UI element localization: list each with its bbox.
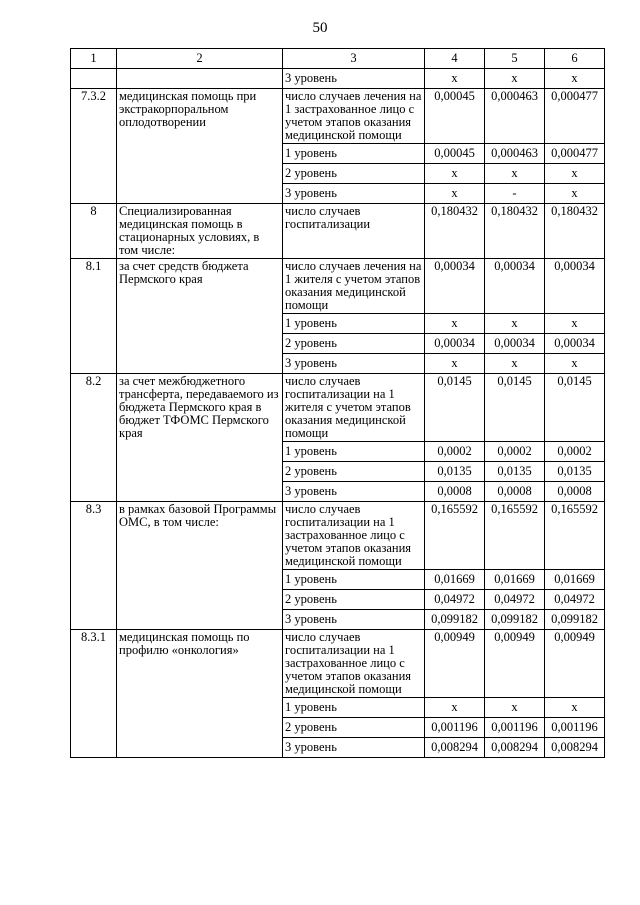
level-cell: 3 уровень <box>283 354 425 374</box>
value-cell: 0,00034 <box>425 334 485 354</box>
level-cell: 1 уровень <box>283 442 425 462</box>
value-cell: 0,099182 <box>485 610 545 630</box>
row-description-cell: медицинская помощь по профилю «онкология» <box>117 630 283 758</box>
column-header: 5 <box>485 49 545 69</box>
value-cell: х <box>425 314 485 334</box>
row-number-cell: 8.2 <box>71 374 117 502</box>
value-cell: 0,0145 <box>425 374 485 442</box>
value-cell: х <box>545 698 605 718</box>
table-body <box>71 69 605 758</box>
row-number-cell: 8.3 <box>71 502 117 630</box>
value-cell: 0,00034 <box>545 259 605 314</box>
value-cell: х <box>425 698 485 718</box>
level-cell: 2 уровень <box>283 462 425 482</box>
level-cell: 2 уровень <box>283 718 425 738</box>
row-unit-cell: число случаев лечения на 1 жителя с учетом этапов оказания медицинской помощи <box>283 259 425 314</box>
value-cell: 0,00045 <box>425 89 485 144</box>
table-row <box>71 630 605 698</box>
value-cell: 0,001196 <box>545 718 605 738</box>
row-description-cell: за счет средств бюджета Пермского края <box>117 259 283 374</box>
row-unit-cell: число случаев лечения на 1 застрахованное лицо с учетом этапов оказания медицинской помощи <box>283 89 425 144</box>
value-cell: 0,0008 <box>485 482 545 502</box>
value-cell: 0,0145 <box>485 374 545 442</box>
value-cell: 0,001196 <box>425 718 485 738</box>
row-description-cell: Специализированная медицинская помощь в стационарных условиях, в том числе: <box>117 204 283 259</box>
empty-cell <box>71 69 117 89</box>
value-cell: х <box>545 69 605 89</box>
value-cell: 0,01669 <box>545 570 605 590</box>
value-cell: 0,00034 <box>485 259 545 314</box>
value-cell: х <box>545 164 605 184</box>
value-cell: 0,0145 <box>545 374 605 442</box>
level-cell: 3 уровень <box>283 738 425 758</box>
row-description-cell: за счет межбюджетного трансферта, передаваемого из бюджета Пермского края в бюджет ТФОМС Пермского края <box>117 374 283 502</box>
value-cell: 0,01669 <box>485 570 545 590</box>
value-cell: 0,180432 <box>425 204 485 259</box>
value-cell: 0,008294 <box>485 738 545 758</box>
value-cell: 0,099182 <box>425 610 485 630</box>
row-description-cell: в рамках базовой Программы ОМС, в том числе: <box>117 502 283 630</box>
value-cell: 0,00949 <box>425 630 485 698</box>
value-cell: х <box>425 354 485 374</box>
value-cell: 0,099182 <box>545 610 605 630</box>
empty-cell <box>117 69 283 89</box>
value-cell: х <box>425 184 485 204</box>
level-cell: 2 уровень <box>283 590 425 610</box>
value-cell: 0,0002 <box>425 442 485 462</box>
value-cell: 0,180432 <box>545 204 605 259</box>
level-cell: 2 уровень <box>283 164 425 184</box>
value-cell: х <box>425 164 485 184</box>
value-cell: 0,008294 <box>545 738 605 758</box>
level-cell: 2 уровень <box>283 334 425 354</box>
value-cell: 0,00949 <box>545 630 605 698</box>
value-cell: 0,0135 <box>545 462 605 482</box>
row-number-cell: 8.3.1 <box>71 630 117 758</box>
level-cell: 1 уровень <box>283 570 425 590</box>
value-cell: 0,165592 <box>545 502 605 570</box>
value-cell: 0,00034 <box>545 334 605 354</box>
value-cell: 0,0135 <box>485 462 545 482</box>
value-cell: 0,008294 <box>425 738 485 758</box>
value-cell: 0,0002 <box>545 442 605 462</box>
value-cell: х <box>545 184 605 204</box>
value-cell: 0,0008 <box>425 482 485 502</box>
value-cell: 0,04972 <box>425 590 485 610</box>
row-unit-cell: число случаев госпитализации на 1 застрахованное лицо с учетом этапов оказания медицинской помощи <box>283 630 425 698</box>
column-header: 2 <box>117 49 283 69</box>
row-number-cell: 7.3.2 <box>71 89 117 204</box>
value-cell: 0,180432 <box>485 204 545 259</box>
value-cell: 0,00034 <box>485 334 545 354</box>
row-number-cell: 8 <box>71 204 117 259</box>
table-header-row <box>71 49 605 69</box>
level-cell: 1 уровень <box>283 144 425 164</box>
value-cell: 0,01669 <box>425 570 485 590</box>
level-cell: 3 уровень <box>283 482 425 502</box>
level-cell: 1 уровень <box>283 698 425 718</box>
value-cell: х <box>485 164 545 184</box>
value-cell: 0,000463 <box>485 89 545 144</box>
value-cell: 0,04972 <box>485 590 545 610</box>
value-cell: 0,00034 <box>425 259 485 314</box>
value-cell: - <box>485 184 545 204</box>
page-number: 50 <box>312 20 328 36</box>
value-cell: 0,00949 <box>485 630 545 698</box>
value-cell: 0,0008 <box>545 482 605 502</box>
value-cell: 0,001196 <box>485 718 545 738</box>
row-unit-cell: число случаев госпитализации на 1 застрахованное лицо с учетом этапов оказания медицинской помощи <box>283 502 425 570</box>
table-row <box>71 204 605 259</box>
value-cell: х <box>485 314 545 334</box>
table-row <box>71 259 605 314</box>
value-cell: х <box>545 354 605 374</box>
value-cell: х <box>425 69 485 89</box>
column-header: 6 <box>545 49 605 69</box>
value-cell: 0,000477 <box>545 89 605 144</box>
table-row <box>71 502 605 570</box>
row-unit-cell: число случаев госпитализации <box>283 204 425 259</box>
value-cell: х <box>485 698 545 718</box>
value-cell: х <box>485 69 545 89</box>
row-number-cell: 8.1 <box>71 259 117 374</box>
value-cell: 0,000463 <box>485 144 545 164</box>
value-cell: 0,165592 <box>485 502 545 570</box>
value-cell: 0,0135 <box>425 462 485 482</box>
row-unit-cell: число случаев госпитализации на 1 жителя с учетом этапов оказания медицинской помощи <box>283 374 425 442</box>
value-cell: 0,0002 <box>485 442 545 462</box>
level-cell: 1 уровень <box>283 314 425 334</box>
level-cell: 3 уровень <box>283 610 425 630</box>
value-cell: х <box>485 354 545 374</box>
column-header: 4 <box>425 49 485 69</box>
value-cell: 0,04972 <box>545 590 605 610</box>
level-cell: 3 уровень <box>283 184 425 204</box>
table-row <box>71 89 605 144</box>
table-subrow <box>71 69 605 89</box>
column-header: 1 <box>71 49 117 69</box>
column-header: 3 <box>283 49 425 69</box>
value-cell: х <box>545 314 605 334</box>
table-row <box>71 374 605 442</box>
indicators-table <box>70 48 605 758</box>
value-cell: 0,00045 <box>425 144 485 164</box>
row-description-cell: медицинская помощь при экстракорпоральном оплодотворении <box>117 89 283 204</box>
level-cell: 3 уровень <box>283 69 425 89</box>
value-cell: 0,000477 <box>545 144 605 164</box>
value-cell: 0,165592 <box>425 502 485 570</box>
